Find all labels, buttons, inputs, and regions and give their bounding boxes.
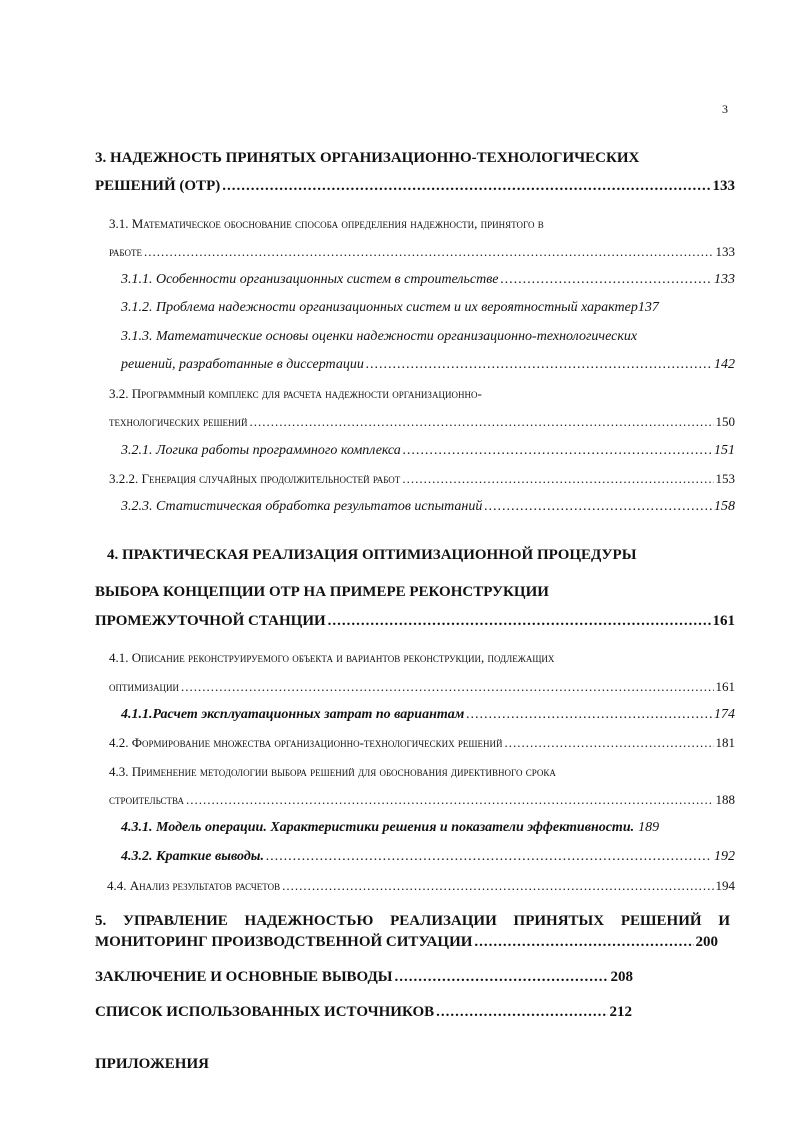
toc-chapter-4-line2: ВЫБОРА КОНЦЕПЦИИ ОТР НА ПРИМЕРЕ РЕКОНСТРУКЦИИ: [95, 584, 549, 600]
toc-entry-3-2[interactable]: [109, 414, 735, 430]
toc-entry-4-1-1[interactable]: [121, 707, 735, 723]
page-number: 3: [722, 102, 728, 116]
toc-page-number: 133: [712, 178, 735, 194]
toc-dot-leader: [466, 707, 712, 723]
toc-entry-4-3-2[interactable]: [121, 849, 735, 865]
toc-page-number: 151: [714, 443, 735, 458]
toc-entry-3-2-3[interactable]: [121, 499, 735, 515]
toc-entry-title: РЕШЕНИЙ (ОТР): [95, 178, 221, 194]
toc-entry-title: работе: [109, 244, 142, 259]
toc-dot-leader: [403, 443, 712, 459]
toc-page-number: 188: [715, 792, 735, 807]
toc-page-number: 212: [609, 1004, 632, 1020]
toc-dot-leader: [222, 178, 710, 195]
toc-dot-leader: [181, 679, 713, 695]
toc-entry-title: 3.1.1. Особенности организационных систем в строительстве: [121, 272, 499, 287]
toc-page-number: 181: [715, 735, 735, 750]
toc-entry-title: 4.3.2. Краткие выводы.: [121, 849, 264, 864]
toc-entry-title: 3.2.3. Статистическая обработка результатов испытаний: [121, 499, 483, 514]
toc-dot-leader: [328, 613, 711, 630]
toc-entry-chapter-4[interactable]: [95, 613, 735, 630]
toc-dot-leader: [474, 934, 693, 951]
toc-dot-leader: [501, 272, 712, 288]
toc-entry-3-1-2[interactable]: 3.1.2. Проблема надежности организационных систем и их вероятностный характер137: [121, 300, 659, 315]
toc-entry-references[interactable]: [95, 1004, 632, 1021]
toc-dot-leader: [282, 878, 713, 894]
toc-entry-title: строительства: [109, 792, 184, 807]
toc-page-number: 158: [714, 499, 735, 514]
toc-entry-chapter-5[interactable]: [95, 934, 718, 951]
toc-entry-title: решений, разработанные в диссертации: [121, 357, 364, 372]
toc-dot-leader: [144, 244, 714, 260]
toc-page-number: 161: [715, 679, 735, 694]
toc-entry-4-3[interactable]: [109, 792, 735, 808]
toc-entry-title: 4.3.1. Модель операции. Характеристики решения и показатели эффективности.: [121, 820, 635, 835]
toc-page-number: 174: [714, 707, 735, 722]
toc-page-number: 150: [715, 414, 735, 429]
toc-dot-leader: [266, 849, 712, 865]
toc-entry-conclusion[interactable]: [95, 969, 633, 986]
toc-dot-leader: [402, 471, 713, 487]
toc-entry-title: технологических решений: [109, 414, 248, 429]
toc-entry-title: 4.1.1.Расчет эксплуатационных затрат по вариантам: [121, 707, 465, 722]
toc-entry-chapter-3[interactable]: [95, 178, 735, 195]
toc-dot-leader: [484, 499, 712, 515]
toc-subsection-3-1-3-line1: 3.1.3. Математические основы оценки надежности организационно-технологических: [121, 329, 638, 344]
toc-entry-3-1-3[interactable]: [121, 357, 735, 373]
toc-section-3-2-line1: 3.2. Программный комплекс для расчета надежности организационно-: [109, 386, 482, 401]
toc-entry-4-2[interactable]: [109, 735, 735, 751]
toc-entry-3-2-1[interactable]: [121, 443, 735, 459]
toc-entry-3-1[interactable]: [109, 244, 735, 260]
toc-page-number: 189: [638, 820, 660, 835]
toc-page-number: 200: [695, 934, 718, 950]
toc-entry-4-3-1[interactable]: [121, 820, 735, 836]
toc-page-number: 192: [714, 849, 735, 864]
toc-page-number: 142: [714, 357, 735, 372]
toc-section-4-1-line1: 4.1. Описание реконструируемого объекта и вариантов реконструкции, подлежащих: [109, 650, 555, 665]
toc-section-3-1-line1: 3.1. Математическое обоснование способа определения надежности, принятого в: [109, 216, 544, 231]
toc-page-number: 194: [715, 878, 735, 893]
toc-page-number: 133: [714, 272, 735, 287]
toc-entry-3-2-2[interactable]: [109, 471, 735, 487]
toc-chapter-5-line1: 5. УПРАВЛЕНИЕ НАДЕЖНОСТЬЮ РЕАЛИЗАЦИИ ПРИНЯТЫХ РЕШЕНИЙ И: [95, 913, 730, 929]
toc-page-number: 208: [610, 969, 633, 985]
toc-entry-4-1[interactable]: [109, 679, 735, 695]
toc-dot-leader: [250, 414, 714, 430]
toc-page-number: 133: [715, 244, 735, 259]
toc-entry-title: 4.4. Анализ результатов расчетов: [107, 878, 281, 893]
toc-entry-title: 4.2. Формирование множества организационно-технологических решений: [109, 735, 503, 750]
toc-dot-leader: [504, 735, 713, 751]
toc-entry-title: СПИСОК ИСПОЛЬЗОВАННЫХ ИСТОЧНИКОВ: [95, 1004, 435, 1020]
toc-entry-title: МОНИТОРИНГ ПРОИЗВОДСТВЕННОЙ СИТУАЦИИ: [95, 934, 473, 950]
toc-entry-title: 3.2.2. Генерация случайных продолжительностей работ: [109, 471, 401, 486]
toc-entry-title: 3.2.1. Логика работы программного комплекса: [121, 443, 401, 458]
toc-dot-leader: [395, 969, 609, 986]
toc-entry-appendices[interactable]: ПРИЛОЖЕНИЯ: [95, 1056, 209, 1072]
toc-section-4-3-line1: 4.3. Применение методологии выбора решений для обоснования директивного срока: [109, 764, 556, 779]
toc-entry-title: ПРОМЕЖУТОЧНОЙ СТАНЦИИ: [95, 613, 326, 629]
toc-page-number: 161: [712, 613, 735, 629]
toc-dot-leader: [186, 792, 714, 808]
toc-entry-title: оптимизации: [109, 679, 180, 694]
toc-entry-4-4[interactable]: [107, 878, 735, 894]
toc-entry-3-1-1[interactable]: [121, 272, 735, 288]
toc-chapter-4-line1: 4. ПРАКТИЧЕСКАЯ РЕАЛИЗАЦИЯ ОПТИМИЗАЦИОННОЙ ПРОЦЕДУРЫ: [107, 547, 637, 563]
toc-dot-leader: [366, 357, 712, 373]
toc-dot-leader: [436, 1004, 607, 1021]
toc-entry-title: ЗАКЛЮЧЕНИЕ И ОСНОВНЫЕ ВЫВОДЫ: [95, 969, 393, 985]
toc-chapter-3-line1: 3. НАДЕЖНОСТЬ ПРИНЯТЫХ ОРГАНИЗАЦИОННО-ТЕХНОЛОГИЧЕСКИХ: [95, 150, 640, 166]
toc-page-number: 153: [715, 471, 735, 486]
